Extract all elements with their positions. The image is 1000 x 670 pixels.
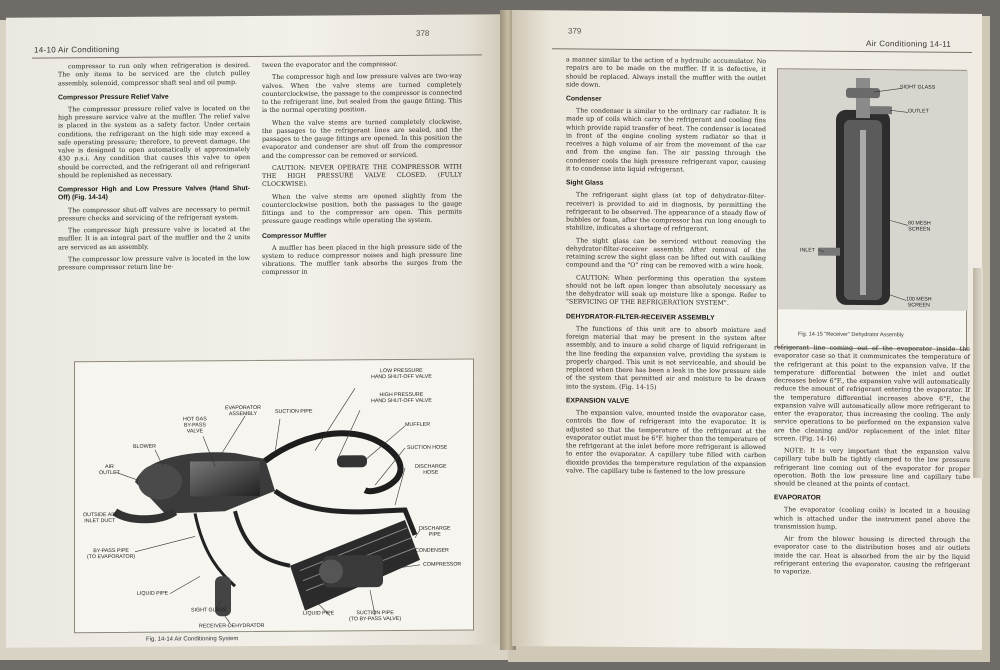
left-column-1 [58, 62, 250, 277]
right-page [512, 10, 982, 650]
label-100-mesh-screen: 100 MESH SCREEN [906, 296, 932, 309]
body-paragraph: The functions of this unit are to absorb moisture and foreign material that may be present in the system after assembly, and to insure a solid charge of liquid refrigerant in the line feeding the expansion valve, providing the system is properly charged. This unit is not serviceable, and should be replaced when there has been a leak in the low pressure side of the system that permitted air and moisture to be drawn into the system. (Fig. 14-15) [566, 325, 766, 391]
right-column-2 [774, 344, 970, 582]
label-compressor: COMPRESSOR [423, 561, 462, 568]
left-page-header: 14-10 Air Conditioning [34, 44, 120, 55]
receiver-dehydrator-figure [777, 68, 967, 350]
air-conditioning-system-figure [74, 358, 474, 633]
header-rule [32, 54, 482, 58]
body-paragraph: a manner similar to the action of a hydraulic accumulator. No repairs are to be made on the muffler. If it is defective, it should be replaced. Always install the muffler with the outlet side down. [566, 56, 766, 89]
receiver-illustration [778, 69, 968, 351]
label-liquid-pipe-2: LIQUID PIPE [303, 610, 335, 617]
section-heading: Sight Glass [566, 179, 604, 187]
section-heading: EVAPORATOR [774, 494, 821, 502]
body-paragraph: compressor to run only when refrigeration is desired. The only items to be serviced are the clutch pulley assembly, solenoid, compressor shaft seal and oil pump. [58, 62, 250, 87]
label-hot-gas-bypass-valve: HOT GAS BY-PASS VALVE [183, 416, 207, 435]
label-muffler: MUFFLER [405, 421, 431, 428]
body-paragraph: NOTE: It is very important that the expansion valve capillary tube bulb be tightly clamped to the low pressure refrigerant line coming out of the evaporator for proper operation. Both the low pressure line and capillary tube should be cleaned at the points of contact. [774, 447, 970, 489]
body-paragraph: The condenser is similar to the ordinary car radiator. It is made up of coils which carry the refrigerant and cooling fins which provide rapid transfer of heat. The condenser is located in front of the engine cooling system radiator so that it receives a high volume of air from the movement of the car and from the engine fan. The air passing through the condenser cools the high pressure refrigerant vapor, causing it to condense into liquid refrigerant. [566, 107, 766, 174]
body-paragraph: The compressor high and low pressure valves are two-way valves. When the valve stems are turned completely counterclockwise, the passage to the compressor is connected to the refrigerant line, but sealed from the gauge fitting. This is the normal operating position. [262, 72, 462, 115]
label-outside-air-inlet-duct: OUTSIDE AIR INLET DUCT [83, 511, 117, 525]
label-bypass-pipe: BY-PASS PIPE (TO EVAPORATOR) [87, 547, 136, 561]
label-evaporator-assembly: EVAPORATOR ASSEMBLY [225, 404, 261, 418]
section-heading: DEHYDRATOR-FILTER-RECEIVER ASSEMBLY [566, 313, 715, 322]
body-paragraph: CAUTION: NEVER OPERATE THE COMPRESSOR WITH THE HIGH PRESSURE VALVE CLOSED. (FULLY CLOCKWISE). [262, 163, 462, 189]
left-page-number: 378 [416, 28, 430, 38]
body-paragraph: The refrigerant sight glass (at top of dehydrator-filter-receiver) is provided to aid in diagnosis, by permitting the refrigerant to be observed. The appearance of a steady flow of bubbles or foam, after the compressor has run long enough to stabilize, indicates a shortage of refrigerant. [566, 191, 766, 234]
figure-14-14-caption: Fig. 14-14 Air Conditioning System [146, 636, 239, 643]
body-paragraph: refrigerant line coming out of the evaporator inside the evaporator case so that it communicates the temperature of the refrigerant at this point to the expansion valve. If the temperature differential between the inlet and outlet decreases below 6°F., the expansion valve will automatically reduce the amount of refrigerant entering the evaporator. If the temperature differential increases above 6°F., the expansion valve will automatically allow more refrigerant to enter the evaporator, thus increasing the cooling. The only service operations to be performed on the expansion valve are the cleaning and/or replacement of the inlet filter screen. (Fig. 14-16) [774, 344, 970, 443]
body-paragraph: The expansion valve, mounted inside the evaporator case, controls the flow of refrigerant into the evaporator. It is adjusted so that the temperature of the refrigerant at the evaporator outlet must be 6°F. higher than the temperature of the refrigerant at the inlet before more refrigerant is allowed to enter the evaporator. A capillary tube filled with carbon dioxide provides the temperature regulation of the expansion valve. The capillary tube is fastened to the low pressure [566, 409, 766, 476]
label-suction-pipe-bypass: SUCTION PIPE (TO BY-PASS VALVE) [349, 610, 402, 623]
body-paragraph: When the valve stems are turned completely clockwise, the passages to the refrigerant lines are sealed, and the passages to the gauge fittings are opened. In this position the evaporator and condenser are shut off from the compressor and the compressor can be removed or serviced. [262, 118, 462, 160]
body-paragraph: The compressor low pressure valve is located in the low pressure compressor return line be- [58, 254, 250, 272]
section-heading: EXPANSION VALVE [566, 397, 630, 405]
label-suction-hose: SUCTION HOSE [407, 444, 448, 451]
section-heading: Condenser [566, 95, 602, 103]
body-paragraph: The compressor high pressure valve is located at the muffler. It is an integral part of the muffler and the 2 units are serviced as an assembly. [58, 226, 250, 251]
left-page [6, 14, 506, 647]
label-suction-pipe: SUCTION PIPE [275, 408, 313, 415]
body-paragraph: The compressor pressure relief valve is located on the high pressure service valve at the muffler. The relief valve is placed in the system as a safety factor. Under certain conditions, the refrigerant on the high side may exceed a safe operating pressure; therefore, to prevent damage, the valve is designed to open automatically at approximately 430 p.s.i. Any condition that causes this valve to open should be corrected, and the refrigerant oil and refrigerant should be replenished as necessary. [58, 104, 250, 180]
label-outlet: OUTLET [908, 108, 929, 115]
label-condenser: CONDENSER [415, 547, 449, 554]
body-paragraph: CAUTION: When performing this operation the system should not be left open longer than absolutely necessary as the dehydrator will soak up moisture like a sponge. Refer to "SERVICING OF THE REFRIGERATION SYSTEM". [566, 274, 766, 308]
right-page-header: Air Conditioning 14-11 [866, 39, 952, 49]
label-liquid-pipe: LIQUID PIPE [137, 590, 169, 597]
label-blower: BLOWER [133, 443, 156, 450]
header-rule [552, 48, 972, 53]
section-heading: Compressor Muffler [262, 232, 327, 240]
body-paragraph: The compressor shut-off valves are necessary to permit pressure checks and servicing of the refrigerant system. [58, 205, 250, 223]
label-receiver-dehydrator: RECEIVER-DEHYDRATOR [199, 622, 265, 630]
label-sight-glass-rfig: SIGHT GLASS [900, 84, 936, 91]
section-heading: Compressor High and Low Pressure Valves (Hand Shut-Off) (Fig. 14-14) [58, 185, 250, 202]
page-edge-tab [973, 268, 983, 478]
left-column-2 [262, 61, 462, 282]
body-paragraph: Air from the blower housing is directed through the evaporator case to the distribution hoses and air outlets inside the car. Heat is absorbed from the air by the liquid refrigerant entering the evaporator, causing the refrigerant to vaporize. [774, 535, 970, 576]
body-paragraph: The evaporator (cooling coils) is located in a housing which is attached under the instrument panel above the transmission hump. [774, 506, 970, 531]
label-low-pressure-valve: LOW PRESSURE HAND SHUT-OFF VALVE [371, 367, 432, 381]
label-high-pressure-valve: HIGH PRESSURE HAND SHUT-OFF VALVE [371, 391, 432, 405]
label-air-outlet: AIR OUTLET [99, 463, 120, 477]
figure-14-15-caption: Fig. 14-15 "Receiver" Dehydrator Assembly [798, 331, 904, 339]
label-discharge-hose: DISCHARGE HOSE [415, 463, 447, 476]
label-discharge-pipe: DISCHARGE PIPE [419, 525, 451, 538]
body-paragraph: When the valve stems are opened slightly from the counterclockwise position, both the passages to the gauge fittings and to the compressor are open. This permits pressure gauge readings while operating the system. [262, 192, 462, 226]
body-paragraph: tween the evaporator and the compressor. [262, 61, 398, 69]
label-80-mesh-screen: 80 MESH SCREEN [908, 220, 931, 233]
right-column-1 [566, 56, 766, 481]
label-sight-glass: SIGHT GLASS [191, 607, 227, 614]
right-page-number: 379 [568, 26, 582, 36]
body-paragraph: The sight glass can be serviced without removing the dehydrator-filter-receiver assembly. After removal of the retaining screw the sight glass can be lifted out with caulking compound and the "O" ring can be removed with a wire hook. [566, 237, 766, 271]
section-heading: Compressor Pressure Relief Valve [58, 93, 169, 102]
label-inlet: INLET [800, 247, 816, 254]
body-paragraph: A muffler has been placed in the high pressure side of the system to reduce compressor noises and high pressure line vibrations. The muffler tank absorbs the surges from the compressor in [262, 243, 462, 277]
